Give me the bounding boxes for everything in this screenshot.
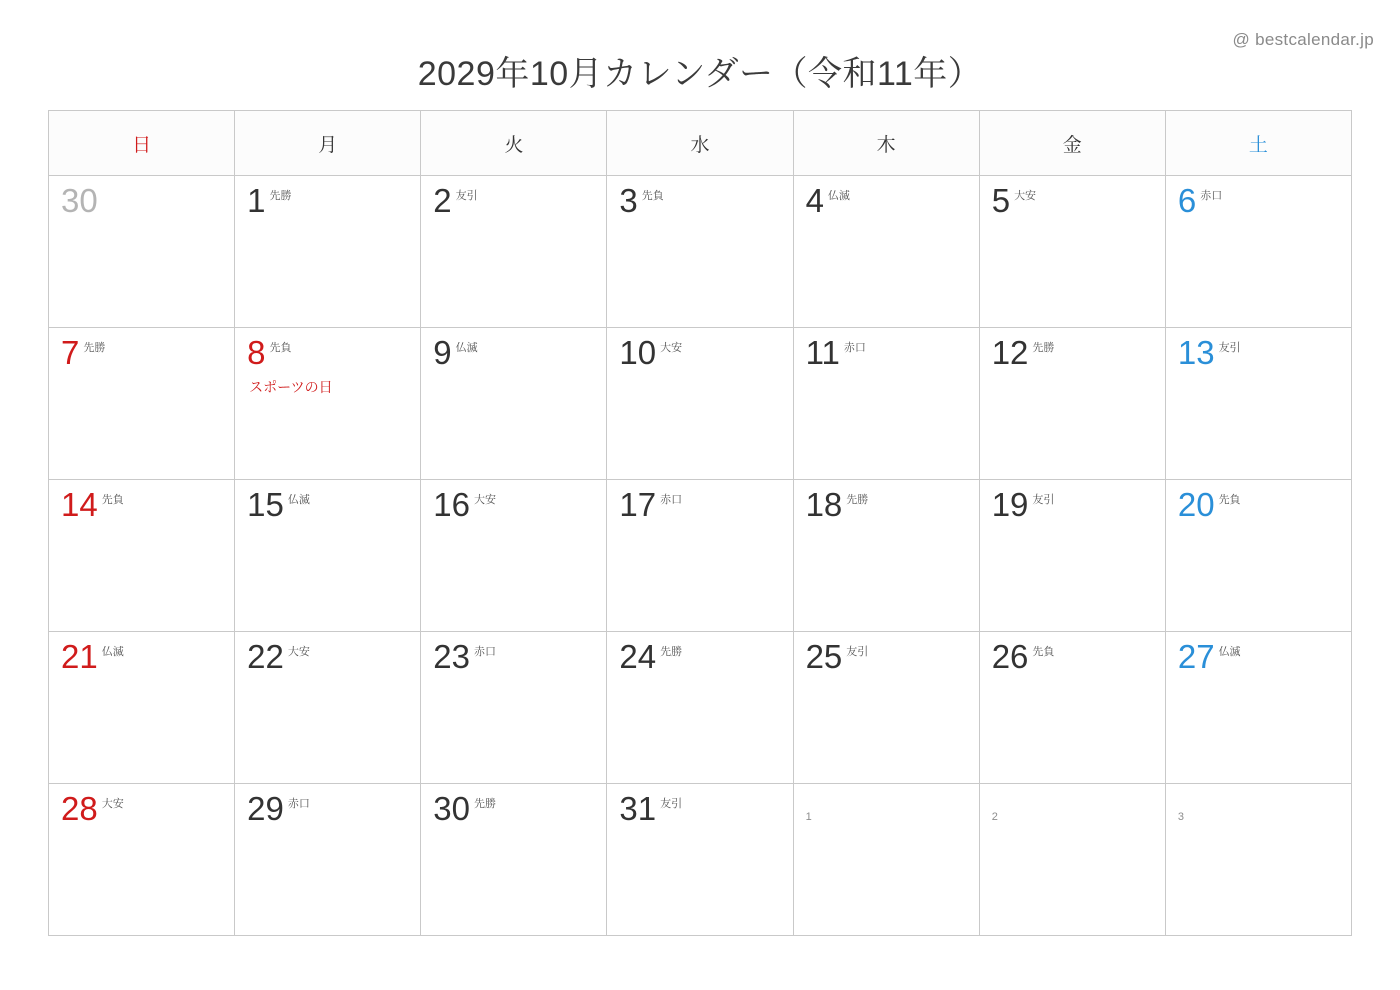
rokuyo-label: 赤口 bbox=[474, 646, 496, 658]
rokuyo-label: 赤口 bbox=[660, 494, 683, 506]
day-number: 13 bbox=[1177, 334, 1215, 371]
day-number: 1 bbox=[247, 182, 266, 219]
day-number: 24 bbox=[619, 638, 657, 675]
day-cell[interactable] bbox=[235, 176, 421, 328]
rokuyo-label: 大安 bbox=[287, 646, 310, 658]
day-cell[interactable] bbox=[607, 784, 793, 936]
day-cell[interactable] bbox=[979, 328, 1165, 480]
day-number: 7 bbox=[61, 334, 80, 371]
day-number: 3 bbox=[619, 182, 638, 219]
day-cell[interactable] bbox=[793, 480, 979, 632]
day-cell[interactable] bbox=[607, 176, 793, 328]
rokuyo-label: 先勝 bbox=[660, 646, 683, 658]
rokuyo-label: 仏滅 bbox=[827, 190, 850, 202]
next-month-day-number: 1 bbox=[805, 811, 812, 823]
day-number: 20 bbox=[1177, 486, 1215, 523]
day-cell[interactable] bbox=[235, 632, 421, 784]
page-title: 2029年10月カレンダー（令和11年） bbox=[417, 55, 983, 93]
rokuyo-label: 先負 bbox=[1032, 646, 1055, 658]
day-number: 18 bbox=[805, 486, 843, 523]
rokuyo-label: 友引 bbox=[455, 190, 478, 202]
day-cell[interactable] bbox=[607, 328, 793, 480]
day-number: 5 bbox=[991, 182, 1011, 219]
day-number: 27 bbox=[1177, 638, 1215, 675]
day-cell[interactable] bbox=[235, 784, 421, 936]
rokuyo-label: 先負 bbox=[641, 190, 664, 202]
day-number: 21 bbox=[61, 638, 98, 675]
day-number: 31 bbox=[619, 790, 657, 827]
weekday-header-row bbox=[49, 111, 1352, 176]
day-number: 29 bbox=[247, 790, 284, 827]
calendar-week-row bbox=[49, 784, 1352, 936]
rokuyo-label: 赤口 bbox=[1200, 190, 1223, 202]
weekday-header-sun: 日 bbox=[49, 111, 235, 176]
rokuyo-label: 先勝 bbox=[269, 190, 292, 202]
day-number: 10 bbox=[619, 334, 657, 371]
day-cell[interactable] bbox=[1165, 480, 1351, 632]
day-number: 8 bbox=[247, 334, 266, 371]
day-cell[interactable] bbox=[607, 480, 793, 632]
day-cell[interactable] bbox=[421, 784, 607, 936]
day-cell[interactable] bbox=[235, 480, 421, 632]
rokuyo-label: 大安 bbox=[660, 342, 683, 354]
rokuyo-label: 友引 bbox=[1032, 494, 1055, 506]
day-cell[interactable] bbox=[421, 176, 607, 328]
day-number: 19 bbox=[991, 486, 1029, 523]
rokuyo-label: 友引 bbox=[846, 646, 869, 658]
rokuyo-label: 仏滅 bbox=[101, 646, 124, 658]
day-number: 30 bbox=[61, 182, 98, 219]
day-cell[interactable] bbox=[793, 176, 979, 328]
weekday-header-fri: 金 bbox=[979, 111, 1165, 176]
day-number: 22 bbox=[247, 638, 284, 675]
day-cell[interactable] bbox=[607, 632, 793, 784]
day-number: 17 bbox=[619, 486, 657, 523]
day-cell[interactable] bbox=[979, 632, 1165, 784]
rokuyo-label: 仏滅 bbox=[455, 342, 478, 354]
day-number: 6 bbox=[1177, 182, 1197, 219]
rokuyo-label: 先負 bbox=[101, 494, 124, 506]
day-cell[interactable] bbox=[1165, 176, 1351, 328]
day-cell[interactable] bbox=[1165, 328, 1351, 480]
day-number: 12 bbox=[991, 334, 1029, 371]
rokuyo-label: 大安 bbox=[1014, 190, 1037, 202]
next-month-day-number: 2 bbox=[991, 811, 998, 823]
day-cell[interactable] bbox=[49, 328, 235, 480]
weekday-header-tue: 火 bbox=[421, 111, 607, 176]
day-number: 2 bbox=[433, 182, 452, 219]
weekday-header-sat: 土 bbox=[1165, 111, 1351, 176]
day-cell[interactable] bbox=[979, 784, 1165, 936]
day-number: 11 bbox=[805, 334, 840, 371]
calendar-week-row bbox=[49, 328, 1352, 480]
day-number: 16 bbox=[433, 486, 470, 523]
calendar-week-row bbox=[49, 480, 1352, 632]
day-cell[interactable] bbox=[421, 328, 607, 480]
day-number: 9 bbox=[433, 334, 452, 371]
day-cell[interactable] bbox=[49, 480, 235, 632]
day-cell[interactable] bbox=[1165, 784, 1351, 936]
rokuyo-label: 仏滅 bbox=[1218, 646, 1241, 658]
day-cell[interactable] bbox=[793, 632, 979, 784]
calendar-week-row bbox=[49, 632, 1352, 784]
calendar-week-row bbox=[49, 176, 1352, 328]
rokuyo-label: 先勝 bbox=[846, 494, 869, 506]
day-number: 30 bbox=[433, 790, 470, 827]
holiday-label: スポーツの日 bbox=[249, 379, 333, 395]
rokuyo-label: 先勝 bbox=[1032, 342, 1055, 354]
rokuyo-label: 友引 bbox=[660, 798, 683, 810]
day-cell[interactable] bbox=[1165, 632, 1351, 784]
day-number: 15 bbox=[247, 486, 284, 523]
weekday-header-mon: 月 bbox=[235, 111, 421, 176]
site-watermark: @ bestcalendar.jp bbox=[1232, 30, 1374, 49]
rokuyo-label: 赤口 bbox=[287, 798, 310, 810]
rokuyo-label: 赤口 bbox=[843, 342, 866, 354]
rokuyo-label: 大安 bbox=[474, 494, 496, 506]
day-cell[interactable] bbox=[979, 480, 1165, 632]
day-cell[interactable] bbox=[979, 176, 1165, 328]
weekday-header-thu: 木 bbox=[793, 111, 979, 176]
day-number: 28 bbox=[61, 790, 98, 827]
day-cell[interactable] bbox=[49, 784, 235, 936]
rokuyo-label: 大安 bbox=[101, 798, 124, 810]
day-number: 14 bbox=[61, 486, 98, 523]
rokuyo-label: 友引 bbox=[1218, 342, 1241, 354]
weekday-header-wed: 水 bbox=[607, 111, 793, 176]
day-number: 26 bbox=[991, 638, 1029, 675]
day-number: 4 bbox=[805, 182, 824, 219]
rokuyo-label: 先負 bbox=[1218, 494, 1241, 506]
day-cell[interactable] bbox=[421, 480, 607, 632]
rokuyo-label: 先勝 bbox=[83, 342, 106, 354]
calendar-table bbox=[48, 110, 1352, 936]
next-month-day-number: 3 bbox=[1177, 811, 1184, 823]
day-cell[interactable] bbox=[49, 176, 235, 328]
day-cell[interactable] bbox=[235, 328, 421, 480]
day-cell[interactable] bbox=[793, 328, 979, 480]
calendar-body bbox=[49, 176, 1352, 936]
rokuyo-label: 先負 bbox=[269, 342, 292, 354]
day-number: 23 bbox=[433, 638, 470, 675]
day-cell[interactable] bbox=[421, 632, 607, 784]
rokuyo-label: 先勝 bbox=[474, 798, 496, 810]
day-cell[interactable] bbox=[793, 784, 979, 936]
day-number: 25 bbox=[805, 638, 843, 675]
day-cell[interactable] bbox=[49, 632, 235, 784]
rokuyo-label: 仏滅 bbox=[287, 494, 310, 506]
